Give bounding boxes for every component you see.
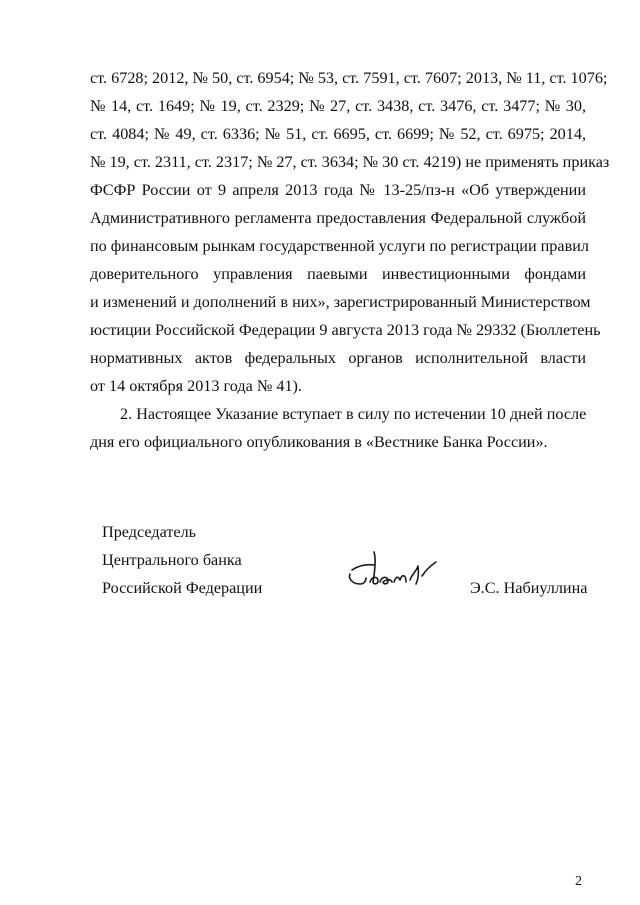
handwritten-signature (344, 548, 464, 600)
page-number: 2 (575, 874, 582, 889)
clause-2-line-2: дня его официального опубликования в «Вестнике Банка России». (90, 433, 548, 451)
body-line-5: ФСФР России от 9 апреля 2013 года № 13-25/пз-н «Об утверждении (90, 181, 586, 199)
body-line-11: нормативных актов федеральных органов исполнительной власти (90, 349, 586, 367)
signatory-title-line-3: Российской Федерации (102, 579, 263, 597)
signatory-title-line-2: Центрального банка (102, 551, 242, 569)
body-line-10: юстиции Российской Федерации 9 августа 2013 года № 29332 (Бюллетень (90, 321, 601, 339)
signatory-title-line-1: Председатель (102, 523, 197, 541)
body-line-7: по финансовым рынкам государственной услуги по регистрации правил (90, 237, 589, 255)
body-line-3: ст. 4084; № 49, ст. 6336; № 51, ст. 6695, ст. 6699; № 52, ст. 6975; 2014, (90, 125, 586, 143)
clause-2-line-1: 2. Настоящее Указание вступает в силу по истечении 10 дней после (120, 405, 587, 423)
body-line-2: № 14, ст. 1649; № 19, ст. 2329; № 27, ст. 3438, ст. 3476, ст. 3477; № 30, (90, 97, 586, 115)
body-line-9: и изменений и дополнений в них», зарегистрированный Министерством (90, 293, 591, 311)
body-line-4: № 19, ст. 2311, ст. 2317; № 27, ст. 3634; № 30 ст. 4219) не применять приказ (90, 153, 610, 171)
signer-name: Э.С. Набиуллина (470, 579, 588, 597)
body-line-12: от 14 октября 2013 года № 41). (90, 377, 302, 395)
body-line-6: Административного регламента предоставления Федеральной службой (90, 209, 586, 227)
body-line-8: доверительного управления паевыми инвестиционными фондами (90, 265, 586, 283)
body-line-1: ст. 6728; 2012, № 50, ст. 6954; № 53, ст. 7591, ст. 7607; 2013, № 11, ст. 1076; (90, 69, 608, 87)
